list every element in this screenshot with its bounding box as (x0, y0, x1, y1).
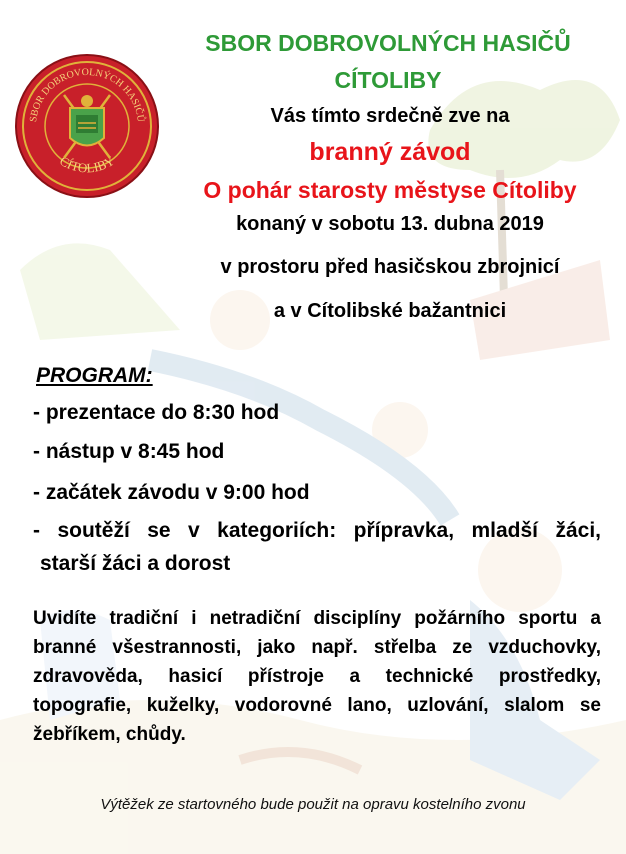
event-location-2: a v Cítolibské bažantnici (273, 300, 507, 322)
cup-title: O pohár starosty městyse Cítoliby (203, 177, 577, 203)
disciplines-description: Uvidíte tradiční i netradiční disciplíny požárního sportu a branné všestrannosti, jako např. střelba ze vzduchovky, zdravověda, hasicí přístroje a technické prostředky, topografie, kuželky, vodorovné lano, uzlování, slalom se žebříkem, chůdy. (33, 608, 601, 745)
logo-top-text: SBOR DOBROVOLNÝCH HASIČŮ (28, 66, 146, 123)
fire-brigade-logo (14, 53, 160, 199)
footer-note: Výtěžek ze startovného bude použit na opravu kostelního zvonu (100, 796, 526, 813)
program-item-categories: - soutěží se v kategoriích: přípravka, mladší žáci, (33, 519, 601, 542)
program-item-lineup: - nástup v 8:45 hod (33, 440, 225, 463)
program-item-categories-cont: starší žáci a dorost (40, 552, 231, 575)
logo-bottom-text: CÍTOLIBY (57, 152, 117, 176)
invitation-line: Vás tímto srdečně zve na (270, 105, 510, 127)
org-name: SBOR DOBROVOLNÝCH HASIČŮ (205, 30, 571, 56)
org-town: CÍTOLIBY (334, 67, 442, 93)
program-item-start: - začátek závodu v 9:00 hod (33, 481, 310, 504)
event-title: branný závod (309, 138, 471, 166)
event-date: konaný v sobotu 13. dubna 2019 (236, 213, 544, 235)
program-item-registration: - prezentace do 8:30 hod (33, 401, 280, 424)
event-location-1: v prostoru před hasičskou zbrojnicí (220, 256, 560, 278)
program-heading: PROGRAM: (36, 364, 153, 387)
